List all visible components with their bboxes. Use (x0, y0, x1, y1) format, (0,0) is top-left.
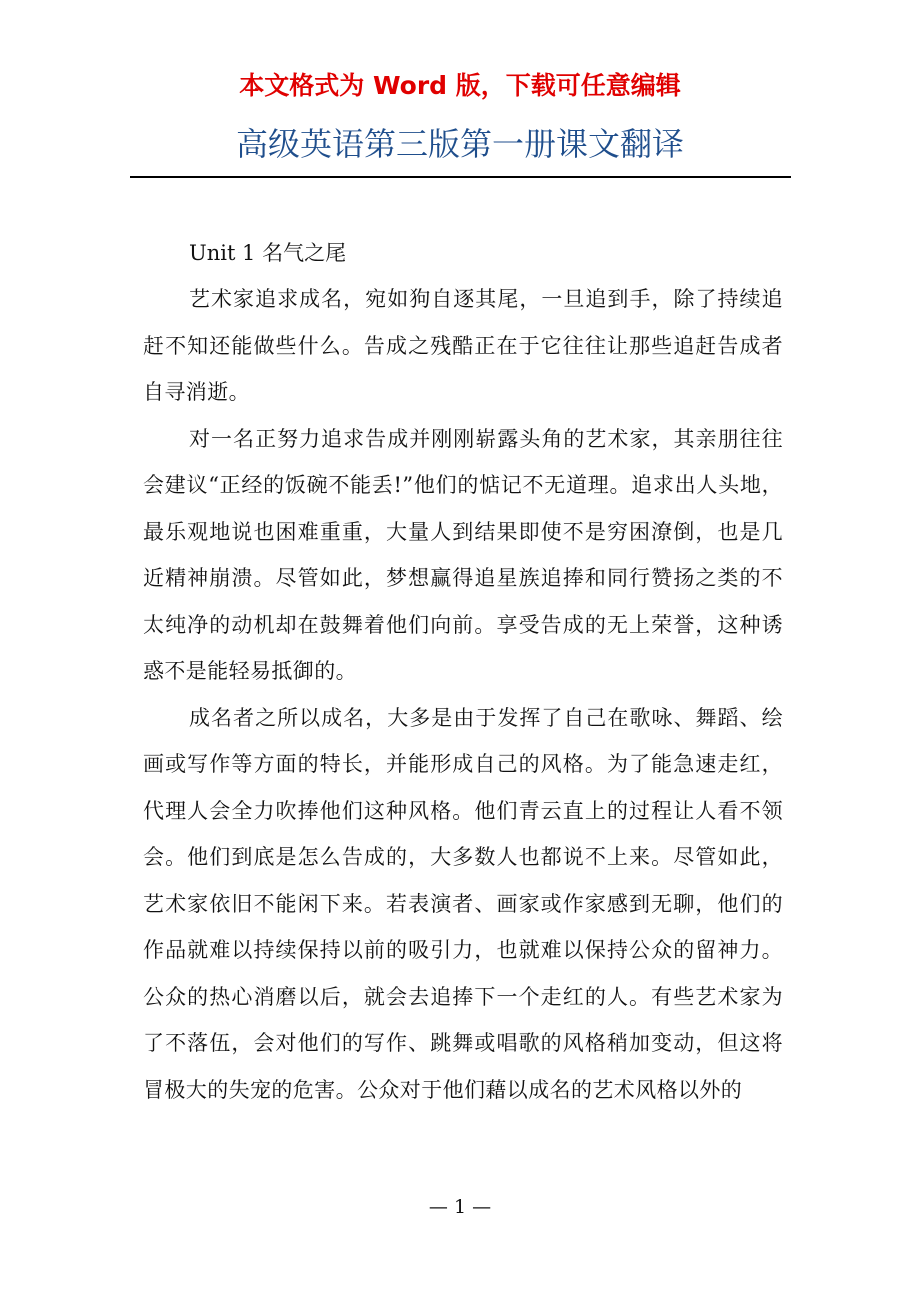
format-notice: 本文格式为 Word 版，下载可任意编辑 (239, 71, 681, 100)
page-number: — 1 — (428, 1196, 492, 1218)
title-divider (130, 176, 791, 178)
paragraph: 艺术家追求成名，宛如狗自逐其尾，一旦追到手，除了持续追赶不知还能做些什么。告成之残酷正在于它往往让那些追赶告成者自寻消逝。 (143, 287, 783, 404)
document-title: 高级英语第三版第一册课文翻译 (235, 125, 684, 163)
document-body (143, 230, 783, 1113)
unit-heading: Unit 1 名气之尾 (189, 241, 347, 265)
paragraph: 成名者之所以成名，大多是由于发挥了自己在歌咏、舞蹈、绘画或写作等方面的特长，并能形成自己的风格。为了能急速走红，代理人会全力吹捧他们这种风格。他们青云直上的过程让人看不领会。他们到底是怎么告成的，大多数人也都说不上来。尽管如此，艺术家依旧不能闲下来。若表演者、画家或作家感到无聊，他们的作品就难以持续保持以前的吸引力，也就难以保持公众的留神力。公众的热心消磨以后，就会去追捧下一个走红的人。有些艺术家为了不落伍，会对他们的写作、跳舞或唱歌的风格稍加变动，但这将冒极大的失宠的危害。公众对于他们藉以成名的艺术风格以外的 (143, 705, 783, 1102)
paragraph: 对一名正努力追求告成并刚刚崭露头角的艺术家，其亲朋往往会建议“正经的饭碗不能丢!”他们的惦记不无道理。追求出人头地，最乐观地说也困难重重，大量人到结果即使不是穷困潦倒，也是几近精神崩溃。尽管如此，梦想赢得追星族追捧和同行赞扬之类的不太纯净的动机却在鼓舞着他们向前。享受告成的无上荣誉，这种诱惑不是能轻易抵御的。 (143, 426, 783, 683)
